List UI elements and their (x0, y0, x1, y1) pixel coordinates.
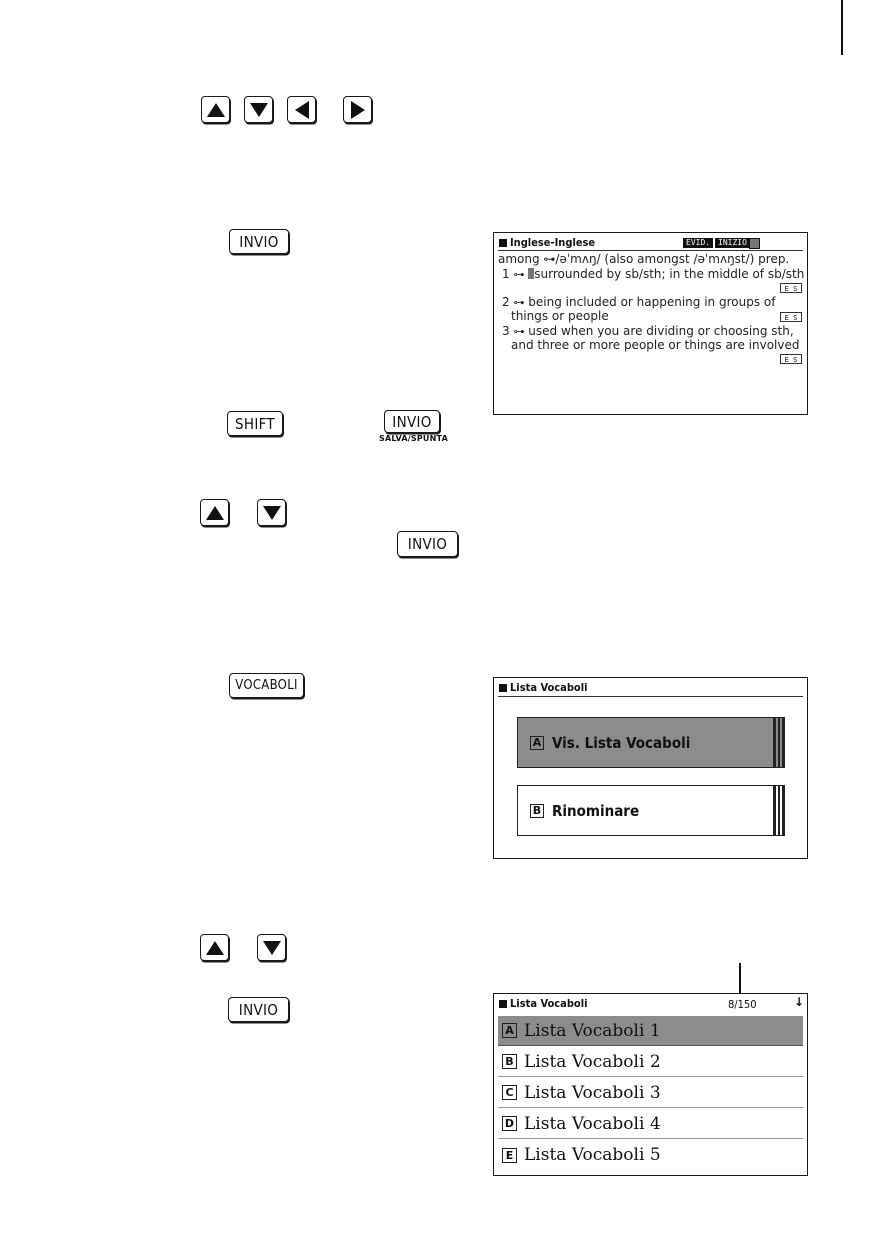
sense-2-cont: things or people (511, 309, 609, 323)
header-divider (498, 250, 803, 251)
invio-key-3[interactable]: INVIO (228, 997, 289, 1022)
inizio-badge: INIZIO (715, 238, 750, 248)
shift-key[interactable]: SHIFT (227, 411, 283, 436)
list-item-a[interactable] (498, 1016, 803, 1046)
vocab-menu-screen (493, 677, 808, 859)
up-arrow-icon (207, 103, 225, 117)
menu-letter-a: A (530, 736, 544, 750)
vocab-menu-header (499, 681, 588, 694)
sense-2: 2 ⊶ being included or happening in groups of (502, 295, 776, 309)
down-arrow-icon (263, 506, 281, 520)
up-arrow-icon (206, 941, 224, 955)
arrow-right-key[interactable] (343, 96, 372, 123)
list-item-label: Lista Vocaboli 5 (524, 1145, 661, 1165)
header-square-icon (499, 1000, 507, 1008)
page-edge-marker (841, 0, 843, 55)
invio-key[interactable]: INVIO (229, 229, 289, 254)
dictionary-screen (493, 232, 808, 415)
arrow-up-key[interactable] (201, 96, 230, 123)
menu-item-vis-lista[interactable] (517, 717, 785, 768)
menu-letter-b: B (530, 804, 544, 818)
list-item-label: Lista Vocaboli 4 (524, 1113, 661, 1134)
menu-item-edge (773, 717, 784, 768)
menu-item-label: Vis. Lista Vocaboli (552, 733, 691, 752)
es-tag-2[interactable]: E S (780, 312, 802, 322)
vocaboli-key[interactable]: VOCABOLI (229, 673, 304, 698)
header-square-icon (499, 239, 507, 247)
sense-3: 3 ⊶ used when you are dividing or choosing sth, (502, 324, 794, 338)
sense-1: 1 ⊶ surrounded by sb/sth; in the middle of sb/sth (502, 267, 805, 281)
salva-spunta-label: SALVA/SPUNTA (379, 434, 448, 443)
arrow-up-key-2[interactable] (200, 499, 229, 526)
key-icon: ⊶ (513, 296, 525, 309)
list-letter-e: E (502, 1148, 517, 1163)
invio-salva-key[interactable]: INVIO (384, 410, 440, 433)
arrow-down-key[interactable] (244, 96, 273, 123)
right-arrow-icon (351, 101, 365, 119)
list-item-label: Lista Vocaboli 1 (524, 1020, 661, 1041)
up-arrow-icon (206, 506, 224, 520)
dictionary-title: Inglese-Inglese (510, 236, 596, 249)
scrollbar-box (749, 238, 760, 249)
vocab-list-title: Lista Vocaboli (510, 997, 588, 1010)
menu-item-label: Rinominare (552, 801, 640, 820)
es-tag-3[interactable]: E S (780, 354, 802, 364)
list-item-label: Lista Vocaboli 3 (524, 1082, 661, 1103)
list-item-b[interactable] (498, 1047, 803, 1077)
header-square-icon (499, 684, 507, 692)
list-item-label: Lista Vocaboli 2 (524, 1051, 661, 1072)
list-item-e[interactable] (498, 1140, 803, 1170)
header-divider (498, 696, 803, 697)
sense-3-cont: and three or more people or things are involved (511, 338, 800, 352)
list-letter-a: A (502, 1023, 517, 1038)
arrow-down-key-2[interactable] (257, 499, 286, 526)
scroll-down-indicator: ↓ (794, 995, 805, 1009)
vocab-list-header (499, 997, 588, 1010)
dictionary-screen-header (499, 236, 595, 249)
es-tag-1[interactable]: E S (780, 283, 802, 293)
left-arrow-icon (295, 101, 309, 119)
list-item-c[interactable] (498, 1078, 803, 1108)
down-arrow-icon (250, 103, 268, 117)
key-icon: ⊶ (513, 268, 525, 281)
menu-item-edge (773, 785, 784, 836)
list-item-d[interactable] (498, 1109, 803, 1139)
arrow-down-key-3[interactable] (257, 934, 286, 961)
list-letter-c: C (502, 1085, 517, 1100)
arrow-left-key[interactable] (287, 96, 316, 123)
invio-key-2[interactable]: INVIO (397, 531, 458, 557)
evid-badge: EVID. (683, 238, 713, 248)
down-arrow-icon (263, 941, 281, 955)
vocab-menu-title: Lista Vocaboli (510, 681, 588, 694)
list-counter: 8/150 (728, 998, 757, 1011)
key-icon: ⊶ (513, 325, 525, 338)
list-letter-b: B (502, 1054, 517, 1069)
menu-item-rinominare[interactable] (517, 785, 785, 836)
arrow-up-key-3[interactable] (200, 934, 229, 961)
headword-line: among ⊶/əˈmʌŋ/ (also amongst /əˈmʌŋst/) prep. (498, 252, 790, 266)
vocab-list-screen (493, 993, 808, 1176)
list-letter-d: D (502, 1116, 517, 1131)
